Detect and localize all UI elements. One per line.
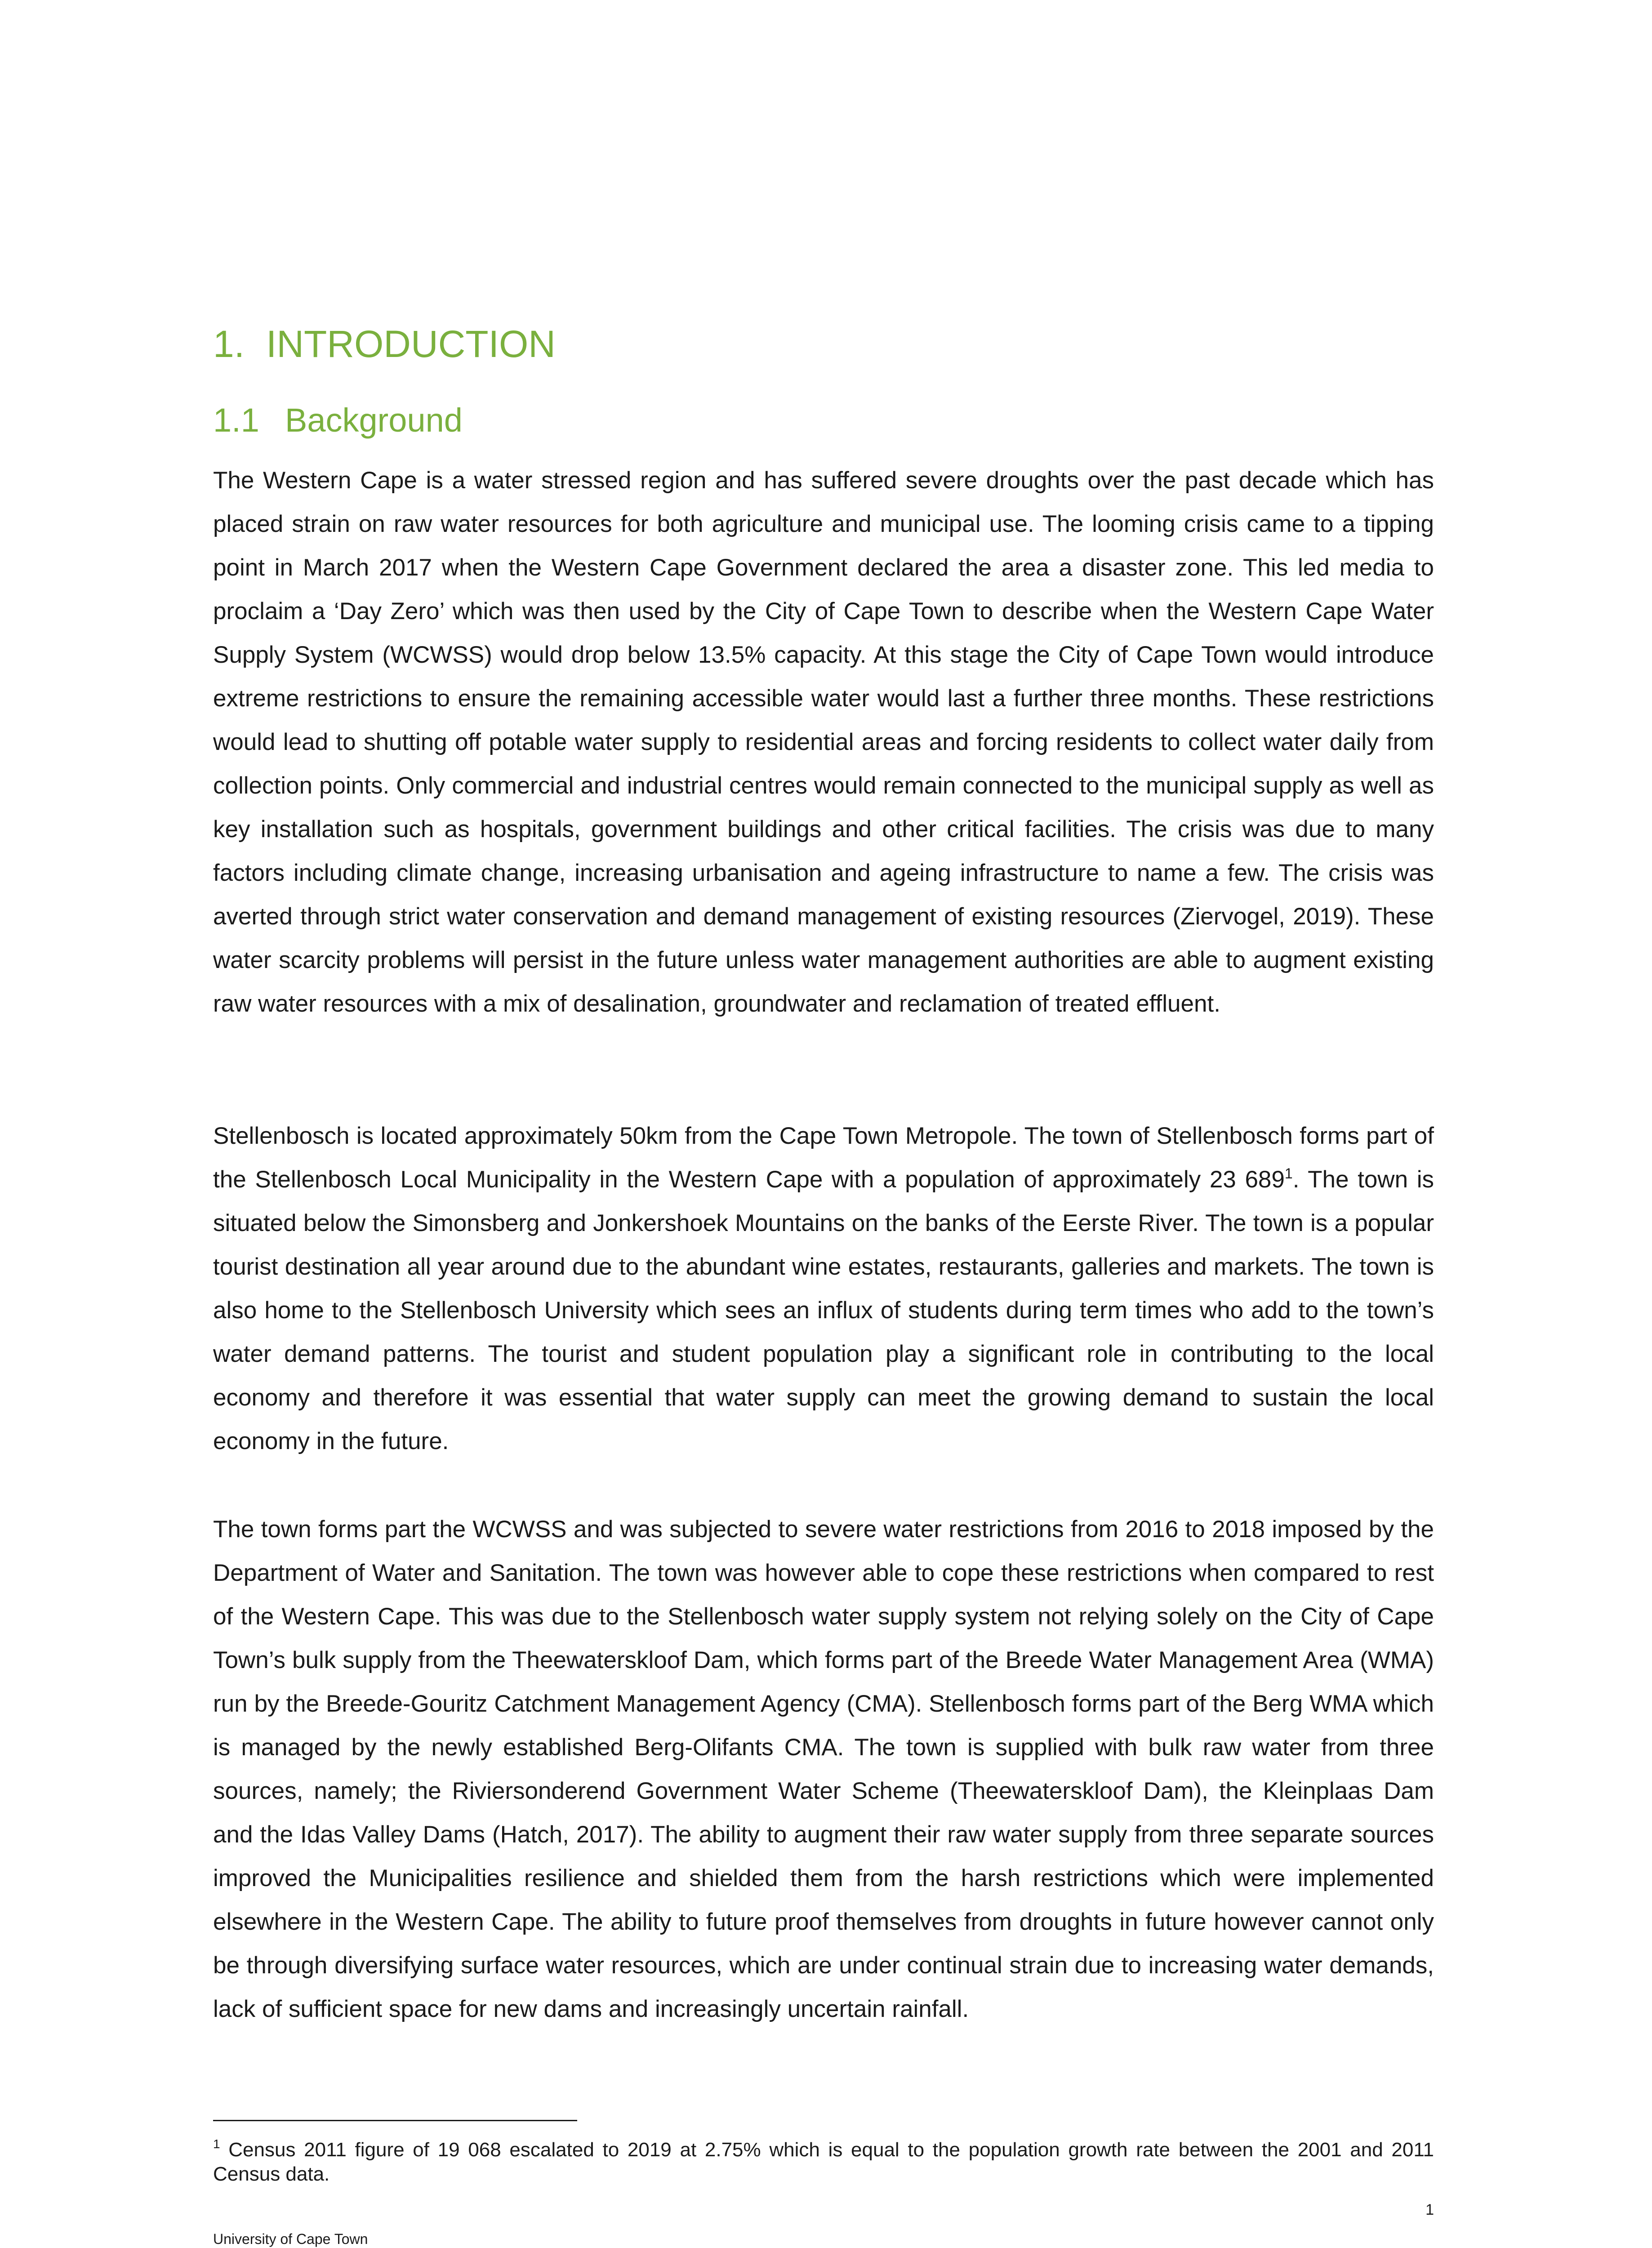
- document-page: [213, 0, 1434, 2248]
- section-title: Background: [285, 401, 463, 439]
- section-heading: [213, 400, 463, 441]
- footnote-divider: [213, 2120, 577, 2121]
- page-number: 1: [1425, 2201, 1434, 2218]
- paragraph-2-text: Stellenbosch is located approximately 50km from the Cape Town Metropole. The town of Stellenbosch forms part of the Stellenbosch Local Municipality in the Western Cape with a population of approximately 23 689: [213, 1123, 1434, 1193]
- page-footer: University of Cape Town: [213, 2231, 368, 2247]
- footnote-text: Census 2011 figure of 19 068 escalated to 2019 at 2.75% which is equal to the population growth rate between the 2001 and 2011 Census data.: [213, 2139, 1434, 2185]
- chapter-title: INTRODUCTION: [266, 323, 556, 365]
- chapter-heading: [213, 321, 556, 366]
- paragraph-2: [213, 1114, 1434, 1463]
- footnote-marker: 1: [213, 2137, 220, 2151]
- footnote: [213, 2138, 1434, 2186]
- paragraph-3: The town forms part the WCWSS and was subjected to severe water restrictions from 2016 to 2018 imposed by the Department of Water and Sanitation. The town was however able to cope these restrictions when compared to rest of the Western Cape. This was due to the Stellenbosch water supply system not relying solely on the City of Cape Town’s bulk supply from the Theewaterskloof Dam, which forms part of the Breede Water Management Area (WMA) run by the Breede-Gouritz Catchment Management Agency (CMA). Stellenbosch forms part of the Berg WMA which is managed by the newly established Berg-Olifants CMA. The town is supplied with bulk raw water from three sources, namely; the Riviersonderend Government Water Scheme (Theewaterskloof Dam), the Kleinplaas Dam and the Idas Valley Dams (Hatch, 2017). The ability to augment their raw water supply from three separate sources improved the Municipalities resilience and shielded them from the harsh restrictions which were implemented elsewhere in the Western Cape. The ability to future proof themselves from droughts in future however cannot only be through diversifying surface water resources, which are under continual strain due to increasing water demands, lack of sufficient space for new dams and increasingly uncertain rainfall.: [213, 1516, 1434, 2022]
- section-number: 1.1: [213, 401, 259, 439]
- paragraph-2-text-rest: . The town is situated below the Simonsberg and Jonkershoek Mountains on the banks of the Eerste River. The town is a popular tourist destination all year around due to the abundant wine estates, restaurants, galleries and markets. The town is also home to the Stellenbosch University which sees an influx of students during term times who add to the town’s water demand patterns. The tourist and student population play a significant role in contributing to the local economy and therefore it was essential that water supply can meet the growing demand to sustain the local economy in the future.: [213, 1166, 1434, 1454]
- chapter-number: 1.: [213, 323, 245, 365]
- paragraph-1: The Western Cape is a water stressed region and has suffered severe droughts over the past decade which has placed strain on raw water resources for both agriculture and municipal use. The looming crisis came to a tipping point in March 2017 when the Western Cape Government declared the area a disaster zone. This led media to proclaim a ‘Day Zero’ which was then used by the City of Cape Town to describe when the Western Cape Water Supply System (WCWSS) would drop below 13.5% capacity. At this stage the City of Cape Town would introduce extreme restrictions to ensure the remaining accessible water would last a further three months. These restrictions would lead to shutting off potable water supply to residential areas and forcing residents to collect water daily from collection points. Only commercial and industrial centres would remain connected to the municipal supply as well as key installation such as hospitals, government buildings and other critical facilities. The crisis was due to many factors including climate change, increasing urbanisation and ageing infrastructure to name a few. The crisis was averted through strict water conservation and demand management of existing resources (Ziervogel, 2019). These water scarcity problems will persist in the future unless water management authorities are able to augment existing raw water resources with a mix of desalination, groundwater and reclamation of treated effluent.: [213, 467, 1434, 1017]
- footnote-reference: 1: [1284, 1165, 1293, 1182]
